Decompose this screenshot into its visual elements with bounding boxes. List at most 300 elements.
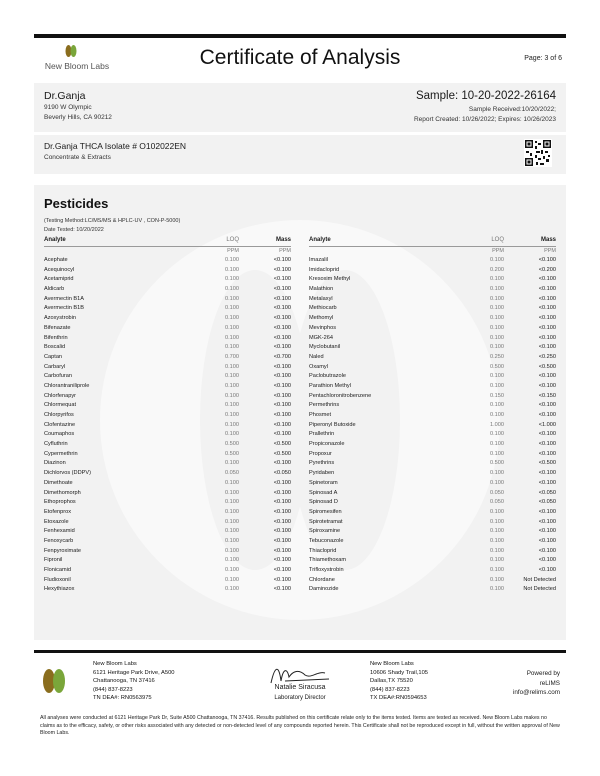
- analyte-name: Propoxur: [309, 450, 332, 457]
- loq-value: 0.100: [490, 431, 504, 438]
- table-row: [44, 266, 291, 276]
- table-row: [44, 518, 291, 528]
- table-row: [44, 372, 291, 382]
- table-row: [44, 421, 291, 431]
- loq-unit: PPM: [227, 248, 239, 254]
- loq-value: 0.100: [225, 402, 239, 409]
- loq-value: 0.500: [490, 363, 504, 370]
- table-row: [309, 489, 556, 499]
- document-title: Certificate of Analysis: [199, 46, 401, 69]
- mass-value: <0.100: [273, 576, 291, 583]
- lab1-street: 6121 Heritage Park Drive, A500: [93, 669, 175, 676]
- table-row: [44, 285, 291, 295]
- loq-value: 0.050: [225, 470, 239, 477]
- loq-value: 1.000: [490, 421, 504, 428]
- mass-value: <0.100: [273, 276, 291, 283]
- loq-value: 0.100: [490, 382, 504, 389]
- mass-value: <0.250: [538, 353, 556, 360]
- table-row: [309, 479, 556, 489]
- loq-value: 0.100: [225, 412, 239, 418]
- analyte-name: Hexythiazox: [44, 586, 75, 593]
- loq-value: 0.100: [490, 315, 504, 322]
- table-row: [309, 440, 556, 450]
- analyte-name: Paclobutrazole: [309, 373, 347, 380]
- table-row: [44, 382, 291, 392]
- lab2-street: 10606 Shady Trail,105: [370, 669, 429, 676]
- qr-code-icon[interactable]: [524, 139, 552, 167]
- lab2-dea: TX DEA#:RN0594653: [370, 695, 427, 702]
- table-row: [44, 295, 291, 305]
- loq-value: 0.100: [225, 518, 239, 525]
- analyte-name: Spinetoram: [309, 479, 338, 486]
- table-row: [44, 343, 291, 353]
- units-row: [44, 247, 291, 256]
- loq-value: 0.100: [225, 266, 239, 273]
- mass-value: <0.100: [538, 518, 556, 525]
- mass-value: <0.100: [538, 334, 556, 341]
- loq-value: 0.100: [225, 295, 239, 302]
- table-row: [44, 440, 291, 450]
- lab1-dea: TN DEA#: RN0563975: [93, 695, 152, 702]
- loq-unit: PPM: [492, 248, 504, 254]
- loq-value: 0.100: [490, 257, 504, 263]
- loq-value: 0.100: [225, 392, 239, 399]
- table-row: [309, 498, 556, 508]
- table-row: [44, 304, 291, 314]
- table-row: [44, 430, 291, 440]
- analyte-name: Pyridaben: [309, 470, 335, 477]
- analyte-name: Malathion: [309, 286, 334, 293]
- analyte-name: Tebuconazole: [309, 537, 344, 544]
- analyte-name: Spirotetramat: [309, 518, 343, 525]
- table-row: [44, 547, 291, 557]
- mass-value: <0.100: [273, 266, 291, 273]
- analyte-name: Chlordane: [309, 576, 335, 583]
- col-loq: LOQ: [491, 237, 504, 243]
- table-row: [309, 459, 556, 469]
- lab1-contact: [93, 660, 223, 703]
- loq-value: 0.100: [225, 489, 239, 496]
- analyte-name: Spiromesifen: [309, 508, 342, 515]
- loq-value: 0.100: [490, 528, 504, 535]
- mass-value: <0.100: [273, 257, 291, 263]
- analyte-name: Cyfluthrin: [44, 441, 68, 448]
- table-row: [44, 334, 291, 344]
- table-row: [44, 469, 291, 479]
- table-row: [44, 275, 291, 285]
- mass-value: <0.100: [273, 324, 291, 331]
- analyte-name: Azoxystrobin: [44, 315, 77, 322]
- analyte-name: Carbofuran: [44, 373, 72, 380]
- powered-by: [480, 669, 560, 698]
- analyte-name: Spinosad A: [309, 489, 338, 496]
- loq-value: 0.100: [225, 315, 239, 322]
- leaf-logo-icon: [40, 668, 68, 694]
- loq-value: 0.100: [225, 334, 239, 341]
- mass-value: <0.500: [273, 441, 291, 448]
- table-row: [44, 314, 291, 324]
- loq-value: 0.100: [225, 499, 239, 506]
- table-row: [44, 527, 291, 537]
- table-header: [44, 236, 291, 247]
- mass-value: <0.100: [273, 382, 291, 389]
- analyte-name: Imidacloprid: [309, 266, 340, 273]
- lab-name: New Bloom Labs: [44, 61, 110, 71]
- mass-value: <0.100: [273, 557, 291, 564]
- report-dates: Report Created: 10/26/2022; Expires: 10/26/2023: [413, 116, 556, 123]
- loq-value: 0.100: [490, 567, 504, 573]
- loq-value: 0.100: [225, 460, 239, 467]
- analyte-name: Parathion Methyl: [309, 382, 351, 389]
- table-row: [44, 256, 291, 266]
- mass-value: <0.100: [273, 518, 291, 525]
- analyte-name: Phosmet: [309, 412, 332, 418]
- loq-value: 0.100: [225, 363, 239, 370]
- table-row: [309, 469, 556, 479]
- table-row: [309, 343, 556, 353]
- table-row: [44, 508, 291, 518]
- loq-value: 0.100: [490, 537, 504, 544]
- loq-value: 0.100: [490, 470, 504, 477]
- mass-value: <1.000: [538, 421, 556, 428]
- col-mass: Mass: [540, 237, 556, 243]
- table-row: [309, 363, 556, 373]
- loq-value: 0.100: [490, 286, 504, 293]
- analyte-name: Prallethrin: [309, 431, 335, 438]
- analyte-name: Naled: [309, 353, 324, 360]
- loq-value: 0.200: [490, 266, 504, 273]
- analyte-name: Thiamethoxam: [309, 557, 346, 564]
- mass-value: <0.100: [273, 586, 291, 593]
- table-row: [309, 547, 556, 557]
- mass-value: <0.500: [273, 450, 291, 457]
- loq-value: 0.100: [225, 344, 239, 351]
- analyte-name: Aldicarb: [44, 286, 65, 293]
- mass-unit: PPM: [279, 248, 291, 254]
- analyte-name: Bifenthrin: [44, 334, 68, 341]
- analyte-name: Permethrins: [309, 402, 340, 409]
- loq-value: 0.050: [490, 499, 504, 506]
- leaf-logo-icon: [64, 44, 78, 58]
- client-name: Dr.Ganja: [44, 90, 86, 102]
- loq-value: 0.100: [490, 576, 504, 583]
- table-row: [309, 585, 556, 595]
- page-number: Page: 3 of 6: [524, 55, 562, 62]
- mass-unit: PPM: [544, 248, 556, 254]
- mass-value: <0.100: [273, 479, 291, 486]
- mass-value: <0.100: [538, 479, 556, 486]
- table-row: [309, 450, 556, 460]
- loq-value: 0.100: [225, 508, 239, 515]
- mass-value: <0.200: [538, 266, 556, 273]
- loq-value: 0.100: [225, 257, 239, 263]
- table-row: [309, 401, 556, 411]
- loq-value: 0.100: [490, 412, 504, 418]
- loq-value: 0.100: [225, 537, 239, 544]
- table-row: [309, 392, 556, 402]
- table-header: [309, 236, 556, 247]
- footer-rule: [34, 650, 566, 653]
- analyte-name: Fludioxonil: [44, 576, 71, 583]
- mass-value: <0.100: [273, 295, 291, 302]
- table-row: [309, 372, 556, 382]
- loq-value: 0.150: [490, 392, 504, 399]
- mass-value: <0.100: [273, 305, 291, 312]
- analyte-name: Dimethoate: [44, 479, 73, 486]
- analyte-name: Spiroxamine: [309, 528, 341, 535]
- analyte-name: Diazinon: [44, 460, 66, 467]
- mass-value: <0.100: [273, 421, 291, 428]
- loq-value: 0.500: [225, 450, 239, 457]
- table-row: [44, 576, 291, 586]
- mass-value: <0.100: [538, 382, 556, 389]
- table-row: [44, 537, 291, 547]
- table-row: [309, 527, 556, 537]
- loq-value: 0.500: [225, 441, 239, 448]
- analyte-name: Fenoxycarb: [44, 537, 74, 544]
- sample-received: Sample Received:10/20/2022;: [468, 106, 556, 113]
- loq-value: 0.100: [490, 508, 504, 515]
- table-row: [309, 295, 556, 305]
- units-row: [309, 247, 556, 256]
- table-row: [309, 334, 556, 344]
- mass-value: <0.100: [273, 537, 291, 544]
- table-row: [309, 566, 556, 576]
- loq-value: 0.100: [225, 382, 239, 389]
- loq-value: 0.100: [490, 305, 504, 312]
- loq-value: 0.100: [490, 402, 504, 409]
- table-row: [44, 498, 291, 508]
- mass-value: <0.100: [538, 441, 556, 448]
- pesticides-table-right: [309, 236, 556, 595]
- mass-value: <0.100: [273, 315, 291, 322]
- mass-value: <0.100: [538, 257, 556, 263]
- mass-value: <0.100: [538, 450, 556, 457]
- analyte-name: Mevinphos: [309, 324, 337, 331]
- loq-value: 0.100: [225, 324, 239, 331]
- table-row: [44, 450, 291, 460]
- loq-value: 0.100: [490, 295, 504, 302]
- analyte-name: Propiconazole: [309, 441, 345, 448]
- mass-value: <0.100: [273, 286, 291, 293]
- table-row: [309, 275, 556, 285]
- table-row: [44, 392, 291, 402]
- mass-value: <0.050: [538, 499, 556, 506]
- table-row: [44, 353, 291, 363]
- table-row: [44, 556, 291, 566]
- mass-value: <0.100: [538, 276, 556, 283]
- table-row: [309, 508, 556, 518]
- loq-value: 0.100: [490, 586, 504, 593]
- table-row: [309, 256, 556, 266]
- analyte-name: Boscalid: [44, 344, 66, 351]
- mass-value: Not Detected: [523, 576, 556, 583]
- table-row: [309, 382, 556, 392]
- mass-value: <0.100: [538, 412, 556, 418]
- mass-value: <0.500: [538, 363, 556, 370]
- product-category: Concentrate & Extracts: [44, 154, 111, 161]
- mass-value: <0.100: [273, 499, 291, 506]
- analyte-name: Oxamyl: [309, 363, 328, 370]
- analyte-name: Coumaphos: [44, 431, 75, 438]
- table-row: [309, 430, 556, 440]
- analyte-name: Chlormequat: [44, 402, 77, 409]
- loq-value: 0.100: [490, 450, 504, 457]
- analyte-name: Carbaryl: [44, 363, 66, 370]
- powered-by-brand: reLIMS: [539, 679, 560, 687]
- table-row: [309, 324, 556, 334]
- col-loq: LOQ: [226, 237, 239, 243]
- mass-value: <0.100: [273, 508, 291, 515]
- mass-value: <0.100: [273, 547, 291, 554]
- table-row: [44, 566, 291, 576]
- loq-value: 0.500: [490, 460, 504, 467]
- col-analyte: Analyte: [44, 237, 66, 243]
- loq-value: 0.100: [490, 324, 504, 331]
- section-title: Pesticides: [44, 196, 109, 211]
- loq-value: 0.100: [225, 586, 239, 593]
- mass-value: <0.050: [538, 489, 556, 496]
- loq-value: 0.100: [225, 528, 239, 535]
- header-rule: [34, 34, 566, 38]
- analyte-name: Spinosad D: [309, 499, 338, 506]
- mass-value: <0.100: [538, 431, 556, 438]
- mass-value: <0.100: [273, 567, 291, 573]
- loq-value: 0.250: [490, 353, 504, 360]
- loq-value: 0.100: [225, 479, 239, 486]
- loq-value: 0.100: [225, 421, 239, 428]
- mass-value: <0.100: [273, 402, 291, 409]
- analyte-name: Fipronil: [44, 557, 63, 564]
- analyte-name: Clofentazine: [44, 421, 76, 428]
- date-tested: Date Tested: 10/20/2022: [44, 227, 104, 233]
- client-address-line2: Beverly Hills, CA 90212: [44, 114, 112, 121]
- table-row: [309, 556, 556, 566]
- analyte-name: Fenpyroximate: [44, 547, 81, 554]
- analyte-name: Dimethomorph: [44, 489, 81, 496]
- mass-value: <0.700: [273, 353, 291, 360]
- signer-title: Laboratory Director: [274, 695, 326, 701]
- mass-value: <0.100: [538, 324, 556, 331]
- mass-value: <0.150: [538, 392, 556, 399]
- signer-name: Natalie Siracusa: [274, 684, 326, 691]
- mass-value: <0.100: [538, 537, 556, 544]
- mass-value: <0.100: [273, 528, 291, 535]
- loq-value: 0.100: [490, 334, 504, 341]
- analyte-name: Ethoprophos: [44, 499, 76, 506]
- loq-value: 0.100: [225, 567, 239, 573]
- mass-value: <0.100: [273, 412, 291, 418]
- lab1-name: New Bloom Labs: [93, 661, 137, 667]
- table-row: [44, 459, 291, 469]
- analyte-name: Dichlorvos (DDPV): [44, 470, 91, 477]
- analyte-name: Bifenazate: [44, 324, 71, 331]
- mass-value: <0.100: [538, 344, 556, 351]
- analyte-name: Avermectin B1A: [44, 295, 85, 302]
- analyte-name: MGK-264: [309, 334, 333, 341]
- mass-value: <0.100: [538, 567, 556, 573]
- table-row: [309, 353, 556, 363]
- powered-by-label: Powered by: [526, 670, 560, 677]
- analyte-name: Chlorantraniliprole: [44, 382, 90, 389]
- table-row: [309, 576, 556, 586]
- loq-value: 0.100: [490, 547, 504, 554]
- analyte-name: Daminozide: [309, 586, 339, 593]
- loq-value: 0.100: [225, 547, 239, 554]
- loq-value: 0.100: [490, 441, 504, 448]
- table-row: [44, 324, 291, 334]
- table-row: [309, 537, 556, 547]
- table-row: [44, 411, 291, 421]
- analyte-name: Captan: [44, 353, 63, 360]
- product-name: Dr.Ganja THCA Isolate # O102022EN: [44, 141, 187, 151]
- loq-value: 0.100: [225, 276, 239, 283]
- analyte-name: Piperonyl Butoxide: [309, 421, 356, 428]
- table-row: [44, 479, 291, 489]
- analyte-name: Acequinocyl: [44, 266, 75, 273]
- disclaimer: All analyses were conducted at 6121 Heritage Park Dr, Suite A500 Chattanooga, TN 37416. Results published on this certificate relate only to the items tested. Items are tested as received. New Bloom Labs makes no claims as to the efficacy, safety, or other risks associated with any detected or non-detected level of any compounds reported herein. This Certificate shall not be reproduced except in full, without the written approval of New Bloom Labs.: [40, 715, 560, 736]
- loq-value: 0.100: [490, 557, 504, 564]
- table-row: [309, 411, 556, 421]
- testing-method: (Testing Method:LC/MS/MS & HPLC-UV , CON-P-5000): [44, 218, 181, 224]
- mass-value: <0.100: [538, 508, 556, 515]
- analyte-name: Avermectin B1B: [44, 305, 85, 312]
- analyte-name: Methiocarb: [309, 305, 337, 312]
- mass-value: <0.100: [538, 286, 556, 293]
- loq-value: 0.100: [225, 431, 239, 438]
- lab2-phone: (844) 837-8223: [370, 686, 410, 693]
- analyte-name: Acetamiprid: [44, 276, 74, 283]
- table-row: [309, 266, 556, 276]
- client-address-line1: 9190 W Olympic: [44, 104, 92, 111]
- analyte-name: Etofenprox: [44, 508, 72, 515]
- loq-value: 0.100: [490, 373, 504, 380]
- table-row: [309, 421, 556, 431]
- mass-value: <0.100: [538, 557, 556, 564]
- table-row: [44, 585, 291, 595]
- mass-value: <0.100: [273, 363, 291, 370]
- analyte-name: Cypermethrin: [44, 450, 78, 457]
- loq-value: 0.100: [225, 557, 239, 564]
- analyte-name: Thiacloprid: [309, 547, 337, 554]
- analyte-name: Chlorfenapyr: [44, 392, 77, 399]
- mass-value: <0.100: [538, 295, 556, 302]
- analyte-name: Flonicamid: [44, 567, 72, 573]
- analyte-name: Trifloxystrobin: [309, 567, 344, 573]
- sample-id: Sample: 10-20-2022-26164: [415, 90, 556, 102]
- table-row: [44, 489, 291, 499]
- powered-by-email[interactable]: info@relims.com: [513, 689, 560, 696]
- col-mass: Mass: [275, 237, 291, 243]
- lab1-phone: (844) 837-8223: [93, 686, 133, 693]
- analyte-name: Acephate: [44, 257, 68, 263]
- mass-value: <0.100: [273, 431, 291, 438]
- analyte-name: Chlorpyrifos: [44, 412, 74, 418]
- mass-value: <0.100: [273, 460, 291, 467]
- loq-value: 0.100: [225, 286, 239, 293]
- table-row: [309, 285, 556, 295]
- analyte-name: Etoxazole: [44, 518, 69, 525]
- table-row: [309, 304, 556, 314]
- col-analyte: Analyte: [309, 237, 331, 243]
- analyte-name: Fenhexamid: [44, 528, 75, 535]
- mass-value: <0.500: [538, 460, 556, 467]
- analyte-name: Myclobutanil: [309, 344, 341, 351]
- pesticides-table-left: [44, 236, 291, 595]
- mass-value: <0.100: [273, 344, 291, 351]
- analyte-name: Kresoxim Methyl: [309, 276, 351, 283]
- loq-value: 0.100: [490, 276, 504, 283]
